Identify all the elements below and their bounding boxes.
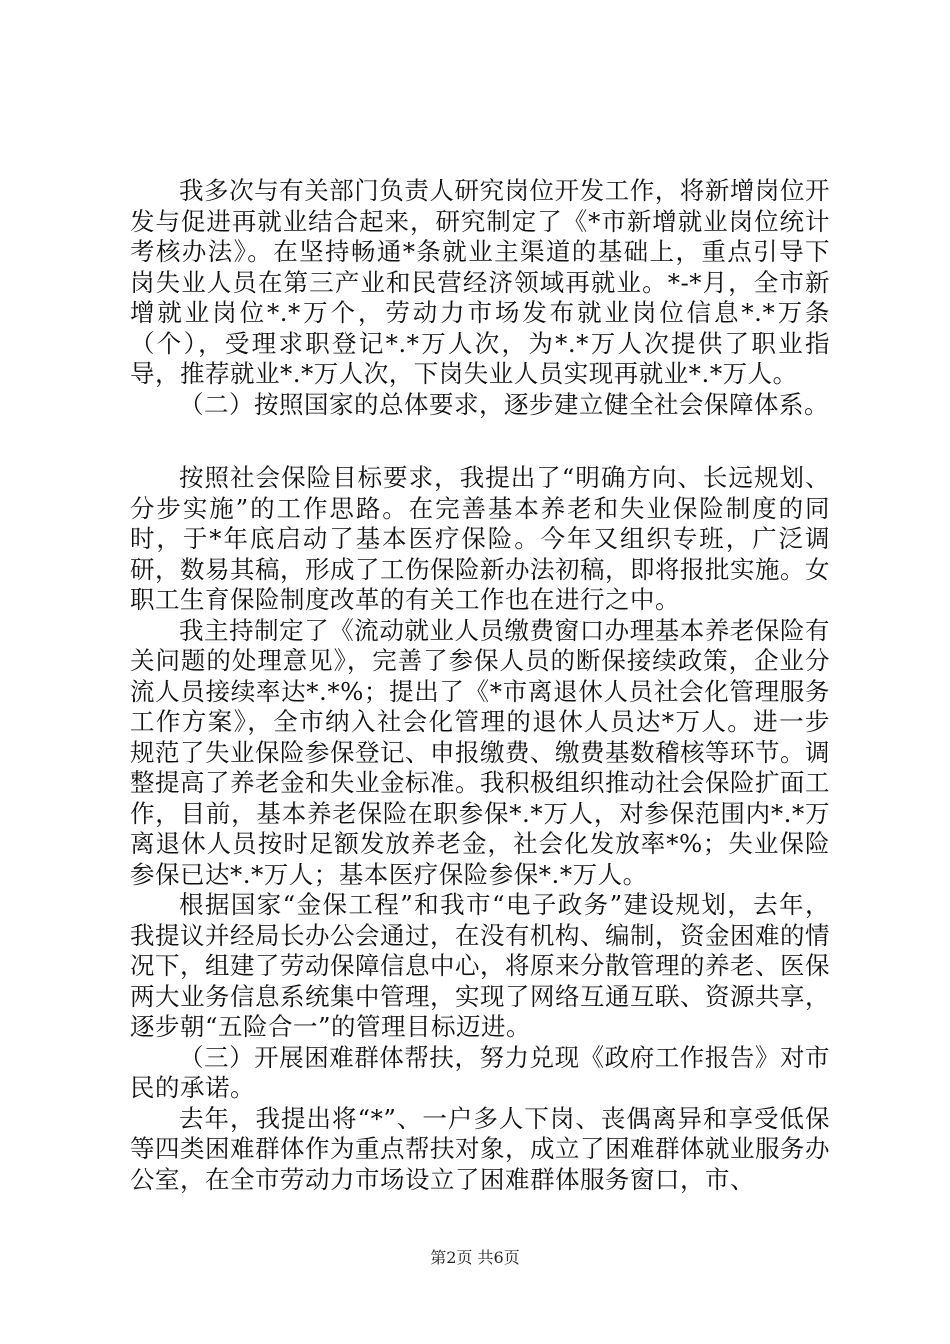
paragraph-assistance-groups: 去年，我提出将“*”、一户多人下岗、丧偶离异和享受低保等四类困难群体作为重点帮扶对象，成立了困难群体就业服务办公室，在全市劳动力市场设立了困难群体服务窗口，市、 xyxy=(130,1103,830,1194)
section-heading-assistance: （三）开展困难群体帮扶，努力兑现《政府工作报告》对市民的承诺。 xyxy=(130,1042,830,1102)
page-number-footer: 第2页 共6页 xyxy=(430,1248,520,1267)
paragraph-pension-policy: 我主持制定了《流动就业人员缴费窗口办理基本养老保险有关问题的处理意见》，完善了参保人员的断保接续政策，企业分流人员接续率达*.*%；提出了《*市离退休人员社会化管理服务工作方案》，全市纳入社会化管理的退休人员达*万人。进一步规范了失业保险参保登记、申报缴费、缴费基数稽核等环节。调整提高了养老金和失业金标准。我积极组织推动社会保险扩面工作，目前，基本养老保险在职参保*.*万人，对参保范围内*.*万离退休人员按时足额发放养老金，社会化发放率*%；失业保险参保已达*.*万人；基本医疗保险参保*.*万人。 xyxy=(130,615,830,889)
paragraph-gap xyxy=(130,420,830,463)
section-heading-social-security: （二）按照国家的总体要求，逐步建立健全社会保障体系。 xyxy=(179,389,829,419)
paragraph-information-center: 根据国家“金保工程”和我市“电子政务”建设规划，去年，我提议并经局长办公会通过，在没有机构、编制，资金困难的情况下，组建了劳动保障信息中心，将原来分散管理的养老、医保两大业务信息系统集中管理，实现了网络互通互联、资源共享，逐步朝“五险合一”的管理目标迈进。 xyxy=(130,890,830,1041)
paragraph-insurance-goals: 按照社会保险目标要求，我提出了“明确方向、长远规划、分步实施”的工作思路。在完善基本养老和失业保险制度的同时，于*年底启动了基本医疗保险。今年又组织专班，广泛调研，数易其稿，形成了工伤保险新办法初稿，即将报批实施。女职工生育保险制度改革的有关工作也在进行之中。 xyxy=(130,463,830,614)
document-body xyxy=(130,176,830,1195)
paragraph-job-development: 我多次与有关部门负责人研究岗位开发工作，将新增岗位开发与促进再就业结合起来，研究制定了《*市新增就业岗位统计考核办法》。在坚持畅通*条就业主渠道的基础上，重点引导下岗失业人员在第三产业和民营经济领域再就业。*-*月，全市新增就业岗位*.*万个，劳动力市场发布就业岗位信息*.*万条（个），受理求职登记*.*万人次，为*.*万人次提供了职业指导，推荐就业*.*万人次，下岗失业人员实现再就业*.*万人。 xyxy=(130,176,830,388)
